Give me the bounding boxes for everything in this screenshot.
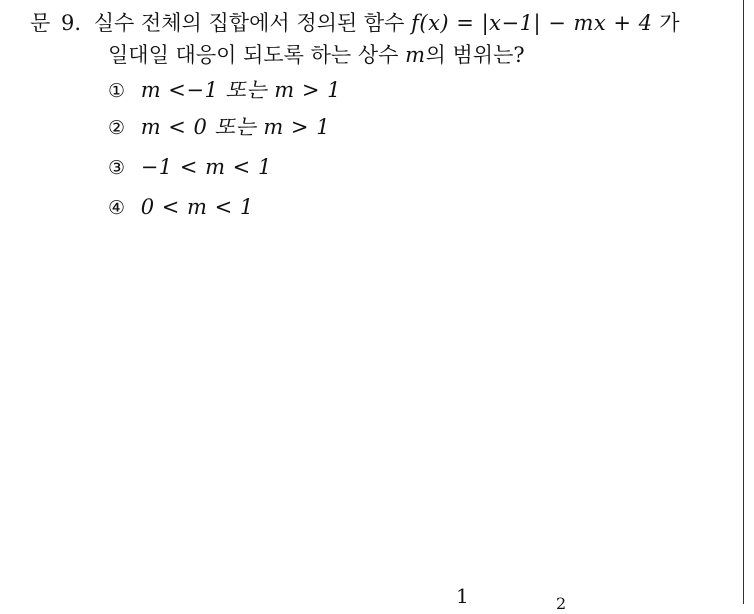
question-line2-tail: 의 범위는?: [425, 43, 525, 67]
choice-2-mark: ②: [108, 117, 126, 139]
choice-1-text: m <−1 또는 m > 1: [140, 78, 341, 102]
page-right-border: [743, 0, 744, 604]
choice-3-mark: ③: [108, 157, 126, 179]
choice-4[interactable]: [108, 192, 254, 223]
question-line-2: [108, 40, 525, 70]
question-line2-text: 일대일 대응이 되도록 하는 상수: [108, 43, 399, 67]
choice-1-mark: ①: [108, 80, 126, 102]
question-text-part1: 실수 전체의 집합에서 정의된 함수: [93, 11, 405, 35]
bottom-fragment-left: 1: [456, 584, 469, 608]
question-prefix: 문: [30, 11, 51, 35]
bottom-fragment-right: 2: [556, 594, 567, 613]
question-line-1: [30, 8, 680, 38]
choice-1[interactable]: [108, 75, 341, 106]
choice-2[interactable]: [108, 112, 330, 143]
question-line2-variable: m: [405, 43, 426, 67]
choice-3-text: −1 < m < 1: [140, 155, 272, 179]
choice-4-mark: ④: [108, 197, 126, 219]
question-text-part2: 가: [659, 11, 680, 35]
question-number: 9.: [60, 11, 82, 35]
choice-2-text: m < 0 또는 m > 1: [140, 115, 331, 139]
choice-3[interactable]: [108, 152, 272, 183]
question-formula: f(x) = |x−1| − mx + 4: [411, 11, 653, 35]
choice-4-text: 0 < m < 1: [140, 195, 254, 219]
